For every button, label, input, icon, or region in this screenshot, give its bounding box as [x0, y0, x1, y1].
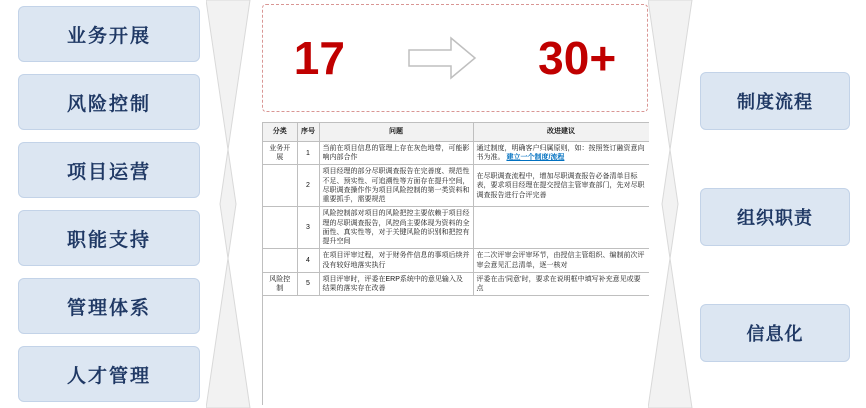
cell-no: 1: [297, 142, 319, 165]
cell-no: 3: [297, 207, 319, 249]
sidebar-item-project-operation[interactable]: [18, 142, 200, 198]
cell-problem: 当前在项目信息的管理上存在灰色地带，可能影响内部合作: [319, 142, 473, 165]
sidebar-item-label: 管理体系: [66, 297, 151, 319]
count-before: 17: [293, 32, 345, 84]
sidebar-item-label: 人才管理: [66, 365, 151, 387]
count-after: 30+: [538, 32, 617, 84]
sidebar-item-functional-support[interactable]: [18, 210, 200, 266]
outcome-item-label: 组织职责: [737, 208, 813, 228]
cell-no: 5: [297, 272, 319, 295]
sidebar-item-label: 风险控制: [66, 93, 151, 115]
column-header-category: 分类: [263, 123, 297, 142]
cell-suggestion: [473, 207, 649, 249]
sidebar-item-label: 项目运营: [66, 161, 151, 183]
column-header-no: 序号: [297, 123, 319, 142]
cell-category: 业务开展: [263, 142, 297, 165]
center-panel: [262, 4, 648, 404]
left-category-list: [18, 6, 200, 402]
cell-no: 4: [297, 249, 319, 272]
outcome-item-organization-duty[interactable]: [700, 188, 850, 246]
improvement-count-box: [262, 4, 648, 112]
table-row: [263, 249, 649, 272]
chevron-band-right: [648, 0, 708, 408]
sidebar-item-talent-management[interactable]: [18, 346, 200, 402]
suggestion-text: 通过制度，明确客户归属原则，如：按照签订融资意向书为准。: [476, 145, 645, 162]
sidebar-item-label: 业务开展: [66, 25, 151, 47]
outcome-item-label: 信息化: [746, 324, 804, 344]
cell-no: 2: [297, 165, 319, 207]
sidebar-item-management-system[interactable]: [18, 278, 200, 334]
sidebar-item-business-development[interactable]: [18, 6, 200, 62]
cell-suggestion: 在尽职调查流程中，增加尽职调查报告必备清单目标表，要求项目经理在提交授信主管审查部门，先对尽职调查报告进行合评完善: [473, 165, 649, 207]
table-row: [263, 272, 649, 295]
cell-category: [263, 165, 297, 207]
issues-table-container[interactable]: [262, 122, 649, 405]
table-row: [263, 207, 649, 249]
outcome-item-system-process[interactable]: [700, 72, 850, 130]
column-header-problem: 问题: [319, 123, 473, 142]
column-header-suggestion: 改进建议: [473, 123, 649, 142]
outcome-item-label: 制度流程: [737, 92, 813, 112]
cell-category: 风险控制: [263, 272, 297, 295]
cell-problem: 项目评审时，评委在ERP系统中的意见输入及结果的落实存在改善: [319, 272, 473, 295]
outcome-item-informatization[interactable]: [700, 304, 850, 362]
cell-suggestion: [473, 142, 649, 165]
cell-problem: 在项目评审过程，对于财务件信息的事项后续并没有较好地落实执行: [319, 249, 473, 272]
table-row: [263, 165, 649, 207]
cell-category: [263, 207, 297, 249]
sidebar-item-risk-control[interactable]: [18, 74, 200, 130]
cell-category: [263, 249, 297, 272]
sidebar-item-label: 职能支持: [66, 229, 151, 251]
issues-table: [263, 123, 649, 296]
cell-suggestion: 在二次评审会评审环节，由授信主管组织、编制前次评审会意见汇总清单，逐一核对: [473, 249, 649, 272]
table-row: [263, 142, 649, 165]
suggestion-highlight: 建立一个制度/流程: [506, 154, 565, 162]
cell-problem: 风险控制部对项目的风险把控主要依赖于项目经理的尽职调查报告，风控尚主要体现为资料的全面性、真实性等，对于关键风险的识别和把控有提升空间: [319, 207, 473, 249]
right-outcome-list: [700, 72, 850, 362]
chevron-band-left: [206, 0, 266, 408]
cell-suggestion: 评委在击‘同意’时，要求在说明框中填写补充意见或要点: [473, 272, 649, 295]
right-arrow-icon: [407, 36, 477, 80]
table-header-row: [263, 123, 649, 142]
cell-problem: 项目经理的部分尽职调查报告在完善度、规范性不足、预实性、可追溯性等方面存在提升空间，尽职调查操作作为项目风险控制的第一类资料和重要抓手，需要规范: [319, 165, 473, 207]
